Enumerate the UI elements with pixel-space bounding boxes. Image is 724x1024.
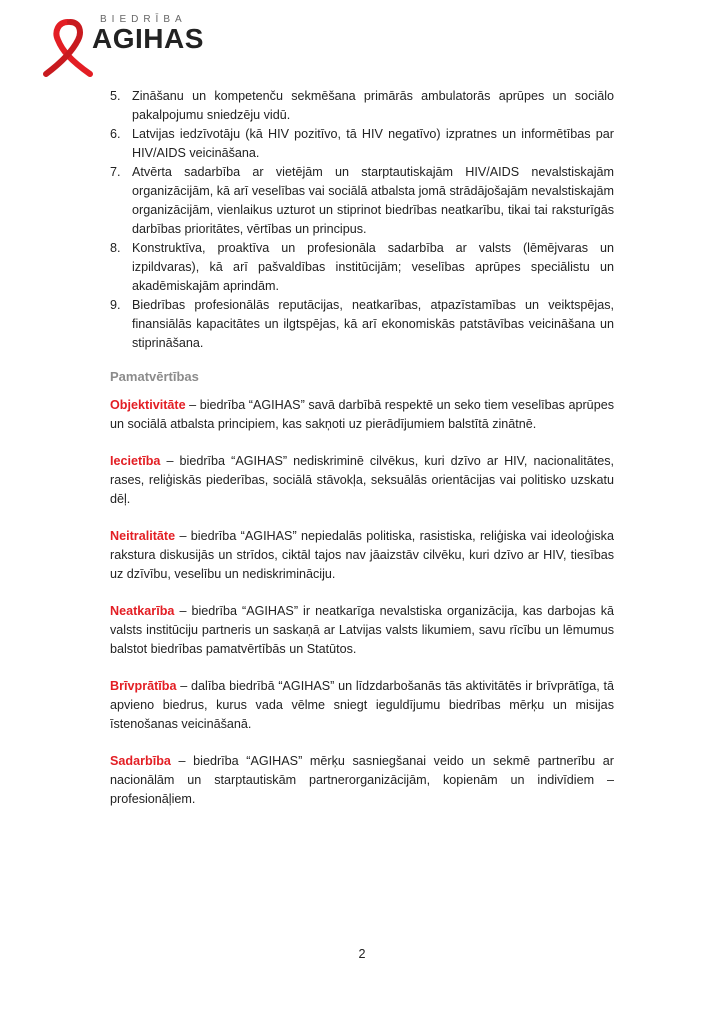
value-paragraph [110,527,614,584]
value-term: Neitralitāte [110,529,176,543]
list-item-text: Biedrības profesionālās reputācijas, neatkarības, atpazīstamības un veiktspējas, finansiālās kapacitātes un ilgtspējas, kā arī ekonomiskās patstāvības veicināšana un stiprināšana. [132,298,614,350]
numbered-list [110,87,614,353]
section-title: Pamatvērtības [110,369,199,384]
list-item [110,87,614,125]
value-term: Sadarbība [110,754,171,768]
list-item-number: 5. [110,89,121,103]
agihas-logo [40,14,204,78]
value-text: – biedrība “AGIHAS” savā darbībā respektē un seko tiem veselības aprūpes un sociālā atbalsta principiem, kas sakņoti uz pierādījumiem balstītā zinātnē. [110,398,614,431]
value-term: Brīvprātība [110,679,177,693]
logo-subtitle: BIEDRĪBA [100,14,187,25]
value-paragraph [110,396,614,434]
list-item [110,296,614,353]
value-paragraph [110,677,614,734]
red-ribbon-icon [40,18,100,78]
value-paragraph [110,752,614,809]
list-item [110,239,614,296]
page-number: 2 [358,947,366,961]
value-term: Neatkarība [110,604,175,618]
list-item-number: 9. [110,298,121,312]
value-text: – dalība biedrībā “AGIHAS” un līdzdarbošanās tās aktivitātēs ir brīvprātīga, tā apvieno biedrus, kurus vada vēlme sniegt ieguldījumu biedrības mērķu un misijas īstenošanas veicināšanā. [110,679,614,731]
document-body [110,87,614,827]
list-item [110,163,614,239]
list-item-text: Latvijas iedzīvotāju (kā HIV pozitīvo, tā HIV negatīvo) izpratnes un informētības par HIV/AIDS veicināšana. [132,127,614,160]
list-item-text: Konstruktīva, proaktīva un profesionāla sadarbība ar valsts (lēmējvaras un izpildvaras), kā arī pašvaldības institūcijām; veselības aprūpes speciālistu un akadēmiskajām aprindām. [132,241,614,293]
value-term: Objektivitāte [110,398,186,412]
value-paragraph [110,452,614,509]
value-text: – biedrība “AGIHAS” nediskriminē cilvēkus, kuri dzīvo ar HIV, nacionalitātes, rases, reliģiskās piederības, sociālā stāvokļa, seksuālās orientācijas vai politisko uzskatu dēļ. [110,454,614,506]
value-text: – biedrība “AGIHAS” mērķu sasniegšanai veido un sekmē partnerību ar nacionālām un starptautiskām partnerorganizācijām, kopienām un indivīdiem – profesionāļiem. [110,754,614,806]
list-item-number: 7. [110,165,121,179]
list-item-number: 8. [110,241,121,255]
value-text: – biedrība “AGIHAS” ir neatkarīga nevalstiska organizācija, kas darbojas kā valsts institūciju partneris un saskaņā ar Latvijas valsts likumiem, savu rīcību un lēmumus balstot biedrības pamatvērtībās un Statūtos. [110,604,614,656]
list-item-number: 6. [110,127,121,141]
list-item-text: Zināšanu un kompetenču sekmēšana primārās ambulatorās aprūpes un sociālo pakalpojumu sniedzēju vidū. [132,89,614,122]
logo-name: AGIHAS [92,23,204,54]
value-term: Iecietība [110,454,161,468]
list-item-text: Atvērta sadarbība ar vietējām un starptautiskajām HIV/AIDS nevalstiskajām organizācijām, kā arī veselības vai sociālā atbalsta jomā strādājošajām nevalstiskajām organizācijām, vienlaikus uzturot un stiprinot biedrības neatkarību, tikai tai raksturīgās darbības prioritātes, vērtības un principus. [132,165,614,236]
value-paragraph [110,602,614,659]
list-item [110,125,614,163]
value-text: – biedrība “AGIHAS” nepiedalās politiska, rasistiska, reliģiska vai ideoloģiska rakstura diskusijās un strīdos, ciktāl tajos nav jāaizstāv cilvēku, kuri dzīvo ar HIV, tiesības uz dzīvību, veselību un nediskrimināciju. [110,529,614,581]
